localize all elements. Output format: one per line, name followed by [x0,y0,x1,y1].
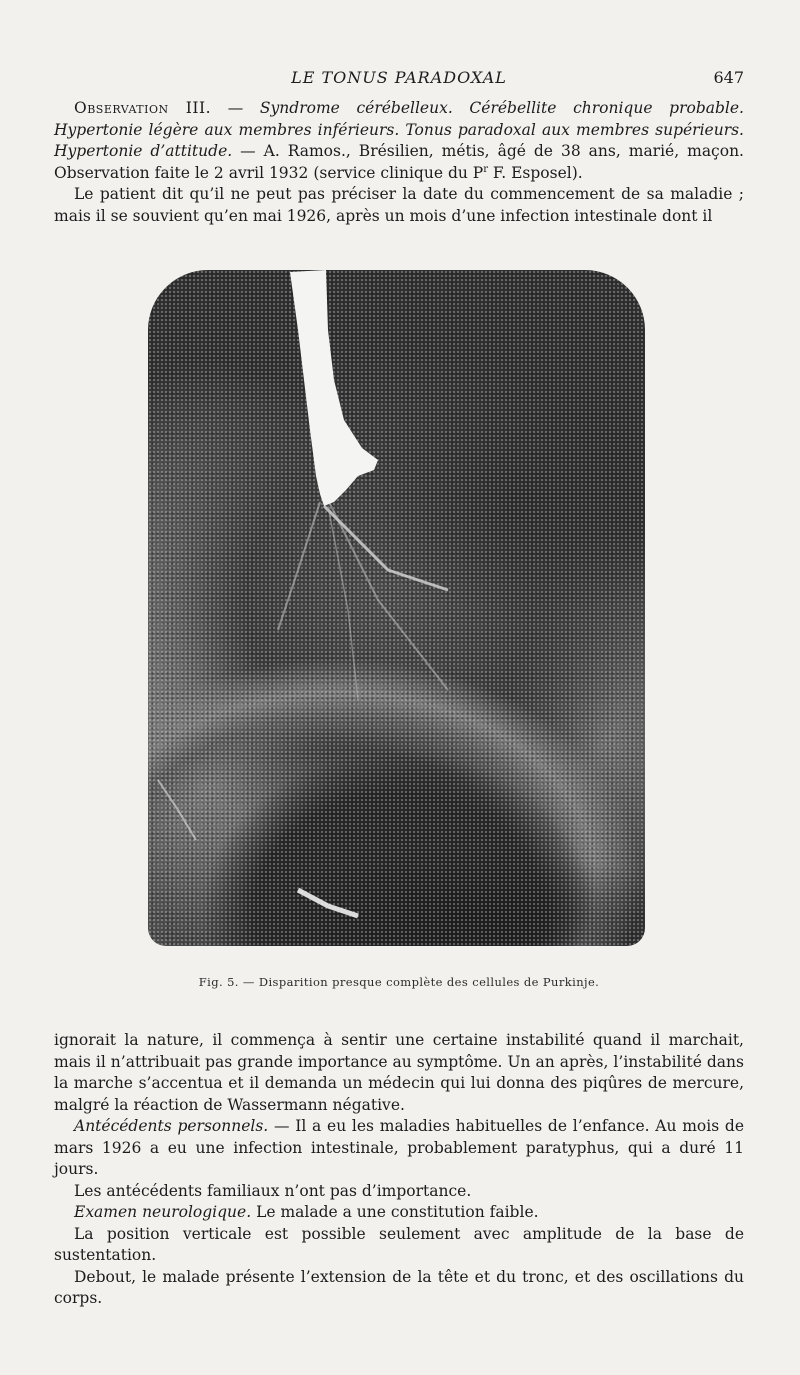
antecedents-personnels-heading: Antécédents personnels. [74,1117,269,1135]
examen-heading: Examen neurologique. [74,1203,252,1221]
observation-label: Observation III. [74,99,212,117]
text-block-top [54,98,744,227]
fiber-fan-2 [278,502,320,630]
antecedents-familiaux-paragraph: Les antécédents familiaux n’ont pas d’importance. [74,1181,472,1200]
paragraph-1: Le patient dit qu’il ne peut pas préciser la date du commencement de sa maladie ; mais il se souvient qu’en mai 1926, après un mois d’une infection intestinale dont il [54,185,744,225]
fiber-fan-1 [324,506,448,590]
professor-superscript: r [483,163,488,175]
left-streak [158,780,196,840]
observation-patient-end: F. Esposel). [487,163,583,182]
page-header [54,68,744,90]
running-title: LE TONUS PARADOXAL [291,68,507,87]
page-number: 647 [713,68,744,87]
fiber-fan-3 [330,504,448,690]
examen-text: Le malade a une constitution faible. [251,1203,539,1221]
observation-patient: — A. Ramos., Brésilien, métis, âgé de 38 ans, marié, maçon. Observation faite le 2 avril 1932 (service clinique du P [54,142,744,182]
bottom-streak [298,890,358,916]
debout-paragraph: Debout, le malade présente l’extension de la tête et du tronc, et des oscillations du corps. [54,1267,744,1307]
examen-paragraph [54,1202,744,1224]
position-paragraph: La position verticale est possible seulement avec amplitude de la base de sustentation. [54,1224,744,1264]
observation-title: Syndrome cérébelleux. Cérébellite chronique probable. Hypertonie légère aux membres inférieurs. Tonus paradoxal aux membres supérieurs. Hypertonie d’attitude. [54,99,744,160]
antecedents-personnels-text: — Il a eu les maladies habituelles de l’enfance. Au mois de mars 1926 a eu une infection intestinale, probablement paratyphus, qui a duré 11 jours. [54,1117,745,1178]
antecedents-personnels-paragraph [54,1116,744,1181]
histology-figure [148,270,645,946]
figure-overlay [148,270,645,946]
observation-dash: — [211,99,260,117]
white-matter-streak [290,270,378,506]
figure-caption: Fig. 5. — Disparition presque complète des cellules de Purkinje. [198,975,600,989]
text-block-bottom [54,1030,744,1310]
paragraph-1-continued: ignorait la nature, il commença à sentir une certaine instabilité quand il marchait, mais il n’attribuait pas grande importance au symptôme. Un an après, l’instabilité dans la marche s’accentua et il demanda un médecin qui lui donna des piqûres de mercure, malgré la réaction de Wassermann négative. [54,1031,744,1114]
observation-paragraph [54,98,744,184]
